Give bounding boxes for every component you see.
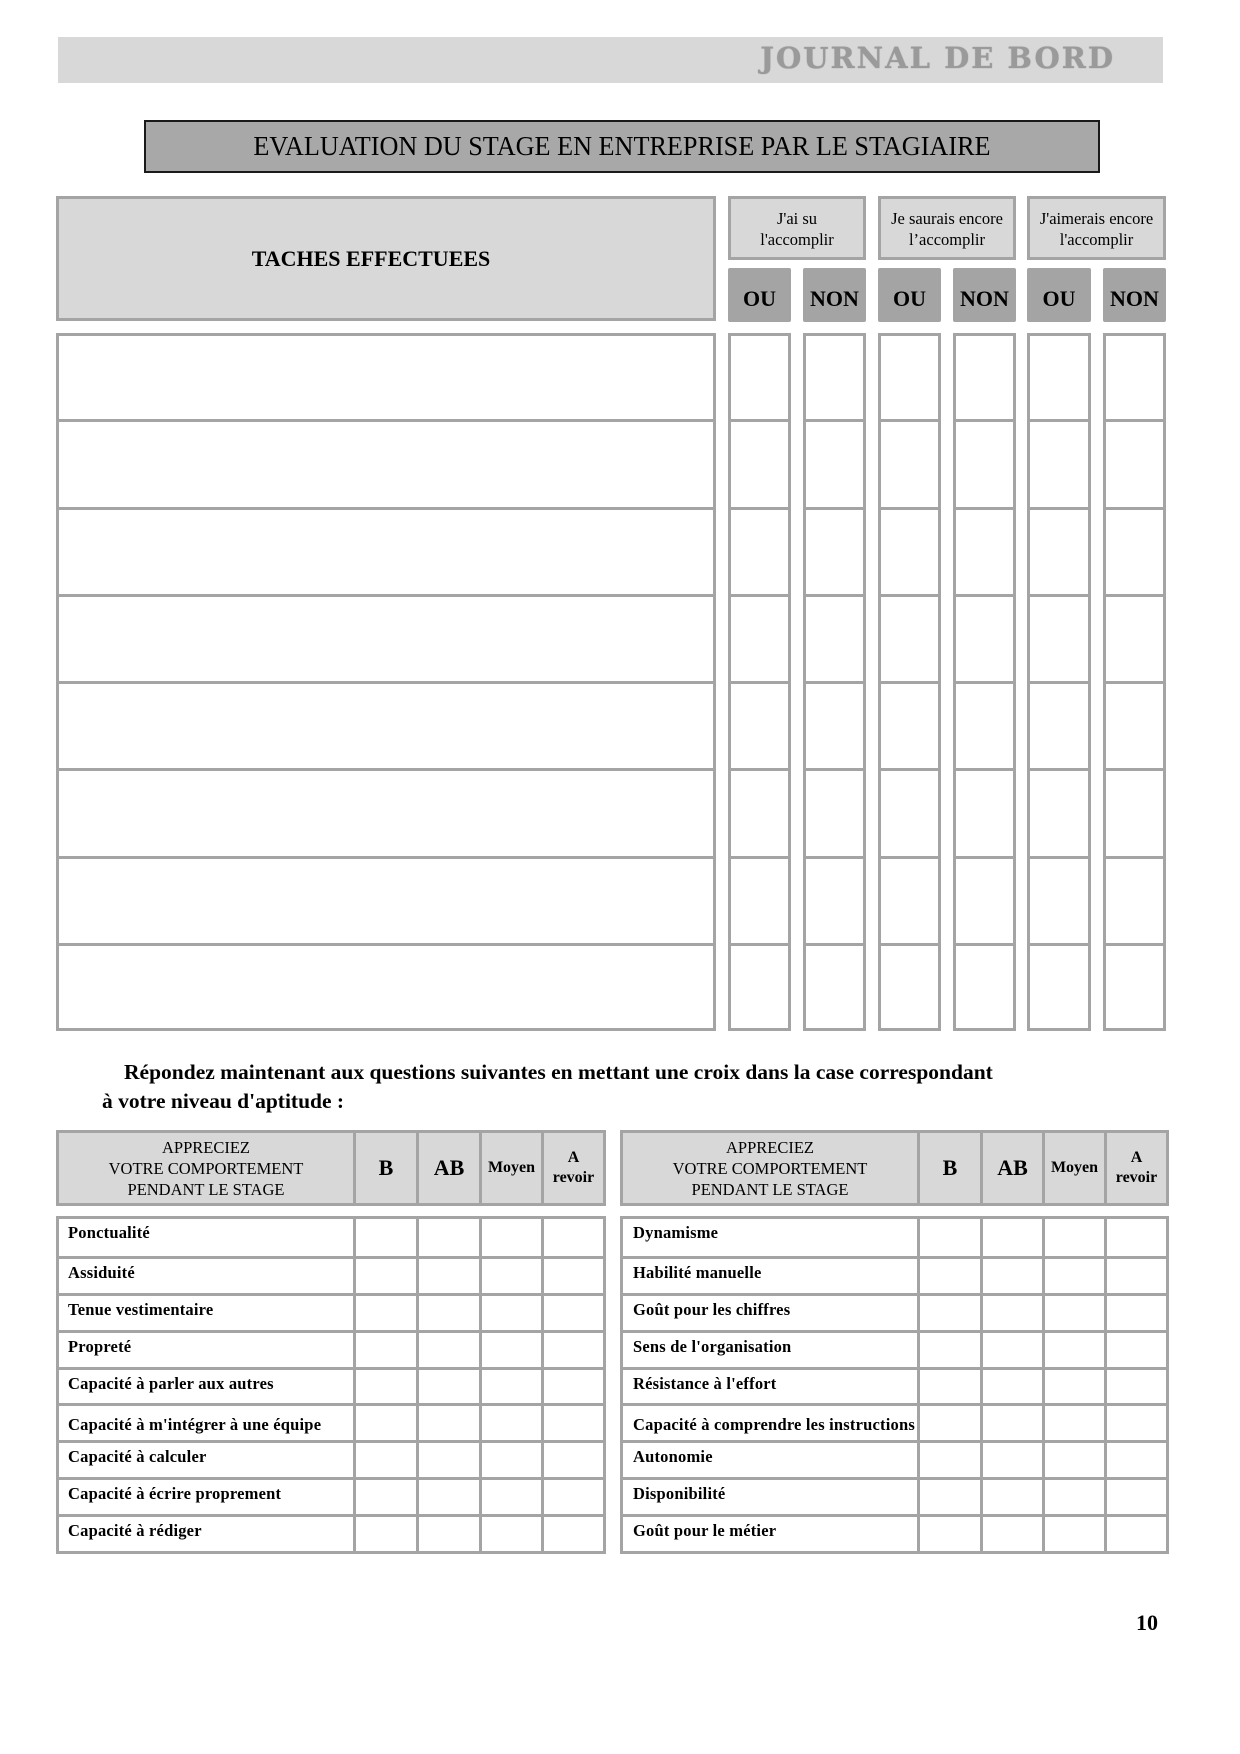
header-line3: PENDANT LE STAGE bbox=[127, 1179, 285, 1199]
rating-ab-cell[interactable] bbox=[419, 1296, 482, 1330]
row-divider bbox=[1106, 594, 1163, 597]
rating-ab-cell[interactable] bbox=[983, 1296, 1045, 1330]
column-header-a-revoir bbox=[541, 1130, 606, 1206]
behaviour-header-label bbox=[620, 1130, 920, 1206]
task-checkbox-cell[interactable] bbox=[956, 336, 1013, 423]
row-divider bbox=[731, 681, 788, 684]
rating-a-revoir-cell[interactable] bbox=[544, 1517, 606, 1551]
rating-b-cell[interactable] bbox=[356, 1296, 419, 1330]
task-checkbox-cell[interactable] bbox=[1106, 860, 1163, 947]
column-revoir-line2: revoir bbox=[552, 1169, 595, 1186]
rating-moyen-cell[interactable] bbox=[482, 1259, 544, 1293]
task-checkbox-cell[interactable] bbox=[806, 685, 863, 772]
row-divider bbox=[59, 681, 713, 684]
behaviour-label: Capacité à m'intégrer à une équipe bbox=[68, 1415, 322, 1435]
behaviour-row bbox=[623, 1330, 1166, 1367]
row-divider bbox=[1106, 419, 1163, 422]
rating-moyen-cell[interactable] bbox=[482, 1443, 544, 1477]
behaviour-row bbox=[59, 1514, 603, 1551]
behaviour-row bbox=[59, 1219, 603, 1256]
row-divider bbox=[731, 594, 788, 597]
rating-ab-cell[interactable] bbox=[983, 1517, 1045, 1551]
row-divider bbox=[59, 856, 713, 859]
task-checkbox-cell[interactable] bbox=[1106, 336, 1163, 423]
rating-b-cell[interactable] bbox=[356, 1480, 419, 1514]
row-divider bbox=[1106, 507, 1163, 510]
behaviour-row bbox=[623, 1514, 1166, 1551]
row-divider bbox=[956, 594, 1013, 597]
behaviour-label: Tenue vestimentaire bbox=[68, 1299, 214, 1319]
rating-b-cell[interactable] bbox=[920, 1480, 983, 1514]
yes-column bbox=[878, 333, 941, 1031]
no-header: NON bbox=[1103, 268, 1166, 322]
instruction-line2: à votre niveau d'aptitude : bbox=[102, 1089, 345, 1113]
rating-a-revoir-cell[interactable] bbox=[1107, 1219, 1169, 1256]
task-checkbox-cell[interactable] bbox=[806, 511, 863, 598]
row-divider bbox=[881, 681, 938, 684]
task-checkbox-cell[interactable] bbox=[881, 336, 938, 423]
header-line1: APPRECIEZ bbox=[725, 1137, 814, 1157]
task-checkbox-cell[interactable] bbox=[731, 947, 788, 1034]
column-divider bbox=[1042, 1219, 1045, 1551]
group-header-line1: Je saurais encore bbox=[891, 209, 1003, 228]
task-checkbox-cell[interactable] bbox=[956, 772, 1013, 859]
behaviour-row bbox=[623, 1367, 1166, 1404]
task-checkbox-cell[interactable] bbox=[1030, 685, 1088, 772]
no-column bbox=[803, 333, 866, 1031]
row-divider bbox=[806, 594, 863, 597]
behaviour-label: Résistance à l'effort bbox=[633, 1373, 777, 1393]
rating-a-revoir-cell[interactable] bbox=[544, 1296, 606, 1330]
rating-ab-cell[interactable] bbox=[983, 1480, 1045, 1514]
task-checkbox-cell[interactable] bbox=[956, 947, 1013, 1034]
behaviour-row bbox=[623, 1256, 1166, 1293]
task-checkbox-cell[interactable] bbox=[1106, 772, 1163, 859]
rating-moyen-cell[interactable] bbox=[482, 1219, 544, 1256]
task-checkbox-cell[interactable] bbox=[881, 772, 938, 859]
row-divider bbox=[1106, 681, 1163, 684]
behaviour-label: Goût pour les chiffres bbox=[633, 1299, 791, 1319]
rating-ab-cell[interactable] bbox=[419, 1333, 482, 1367]
rating-moyen-cell[interactable] bbox=[1045, 1333, 1107, 1367]
behaviour-label: Autonomie bbox=[633, 1447, 713, 1467]
task-checkbox-cell[interactable] bbox=[956, 598, 1013, 685]
row-divider bbox=[1030, 768, 1088, 771]
row-divider bbox=[1106, 856, 1163, 859]
no-header: NON bbox=[953, 268, 1016, 322]
column-header-moyen bbox=[1042, 1130, 1107, 1206]
form-title-box bbox=[144, 120, 1100, 173]
row-divider bbox=[956, 943, 1013, 946]
rating-a-revoir-cell[interactable] bbox=[1107, 1370, 1169, 1404]
task-checkbox-cell[interactable] bbox=[1106, 423, 1163, 510]
row-divider bbox=[881, 768, 938, 771]
row-divider bbox=[956, 507, 1013, 510]
column-b-label: B bbox=[378, 1155, 394, 1180]
task-checkbox-cell[interactable] bbox=[731, 598, 788, 685]
group-header-would-like-again bbox=[1027, 196, 1166, 260]
group-header-line2: l’accomplir bbox=[908, 230, 986, 249]
rating-ab-cell[interactable] bbox=[983, 1370, 1045, 1404]
row-divider bbox=[956, 768, 1013, 771]
task-checkbox-cell[interactable] bbox=[881, 947, 938, 1034]
rating-moyen-cell[interactable] bbox=[1045, 1443, 1107, 1477]
task-entry-field[interactable] bbox=[59, 772, 713, 859]
rating-a-revoir-cell[interactable] bbox=[1107, 1480, 1169, 1514]
task-checkbox-cell[interactable] bbox=[1106, 685, 1163, 772]
rating-b-cell[interactable] bbox=[920, 1219, 983, 1256]
behaviour-label: Capacité à calculer bbox=[68, 1447, 207, 1467]
task-checkbox-cell[interactable] bbox=[881, 685, 938, 772]
no-column bbox=[953, 333, 1016, 1031]
behaviour-row bbox=[59, 1477, 603, 1514]
column-moyen-label: Moyen bbox=[1050, 1159, 1099, 1176]
form-title: EVALUATION DU STAGE EN ENTREPRISE PAR LE STAGIAIRE bbox=[253, 131, 991, 161]
instruction-line1: Répondez maintenant aux questions suivantes en mettant une croix dans la case correspondant bbox=[124, 1060, 993, 1084]
behaviour-label: Assiduité bbox=[68, 1262, 135, 1282]
column-revoir-line1: A bbox=[1130, 1149, 1143, 1166]
rating-b-cell[interactable] bbox=[920, 1406, 983, 1440]
rating-moyen-cell[interactable] bbox=[1045, 1259, 1107, 1293]
behaviour-table bbox=[620, 1130, 1169, 1554]
page-header-bar bbox=[58, 37, 1163, 83]
task-checkbox-cell[interactable] bbox=[881, 423, 938, 510]
behaviour-label: Disponibilité bbox=[633, 1484, 726, 1504]
row-divider bbox=[59, 943, 713, 946]
column-header-ab bbox=[416, 1130, 482, 1206]
task-checkbox-cell[interactable] bbox=[731, 772, 788, 859]
task-checkbox-cell[interactable] bbox=[806, 336, 863, 423]
rating-moyen-cell[interactable] bbox=[1045, 1480, 1107, 1514]
rating-b-cell[interactable] bbox=[920, 1259, 983, 1293]
rating-ab-cell[interactable] bbox=[983, 1443, 1045, 1477]
row-divider bbox=[1030, 594, 1088, 597]
task-checkbox-cell[interactable] bbox=[806, 423, 863, 510]
row-divider bbox=[1030, 681, 1088, 684]
instruction-text bbox=[102, 1058, 1162, 1116]
task-checkbox-cell[interactable] bbox=[806, 772, 863, 859]
rating-a-revoir-cell[interactable] bbox=[544, 1259, 606, 1293]
behaviour-label: Propreté bbox=[68, 1336, 132, 1356]
row-divider bbox=[1106, 943, 1163, 946]
rating-b-cell[interactable] bbox=[920, 1517, 983, 1551]
behaviour-row bbox=[623, 1219, 1166, 1256]
task-checkbox-cell[interactable] bbox=[1030, 598, 1088, 685]
task-entry-field[interactable] bbox=[59, 598, 713, 685]
rating-ab-cell[interactable] bbox=[419, 1443, 482, 1477]
task-checkbox-cell[interactable] bbox=[1030, 772, 1088, 859]
rating-ab-cell[interactable] bbox=[419, 1406, 482, 1440]
task-checkbox-cell[interactable] bbox=[731, 511, 788, 598]
row-divider bbox=[956, 856, 1013, 859]
row-divider bbox=[731, 507, 788, 510]
row-divider bbox=[881, 594, 938, 597]
row-divider bbox=[731, 419, 788, 422]
rating-b-cell[interactable] bbox=[356, 1443, 419, 1477]
rating-a-revoir-cell[interactable] bbox=[1107, 1517, 1169, 1551]
row-divider bbox=[1030, 856, 1088, 859]
rating-a-revoir-cell[interactable] bbox=[544, 1333, 606, 1367]
task-checkbox-cell[interactable] bbox=[731, 685, 788, 772]
column-divider bbox=[416, 1219, 419, 1551]
task-checkbox-cell[interactable] bbox=[806, 860, 863, 947]
group-header-line2: l'accomplir bbox=[1059, 230, 1134, 249]
rating-moyen-cell[interactable] bbox=[482, 1406, 544, 1440]
column-header-b bbox=[353, 1130, 419, 1206]
row-divider bbox=[1106, 768, 1163, 771]
row-divider bbox=[806, 768, 863, 771]
column-divider bbox=[353, 1219, 356, 1551]
rating-ab-cell[interactable] bbox=[983, 1219, 1045, 1256]
task-checkbox-cell[interactable] bbox=[881, 860, 938, 947]
rating-b-cell[interactable] bbox=[356, 1517, 419, 1551]
no-header: NON bbox=[803, 268, 866, 322]
task-checkbox-cell[interactable] bbox=[881, 511, 938, 598]
task-checkbox-cell[interactable] bbox=[731, 860, 788, 947]
rating-ab-cell[interactable] bbox=[419, 1219, 482, 1256]
row-divider bbox=[881, 856, 938, 859]
rating-a-revoir-cell[interactable] bbox=[544, 1480, 606, 1514]
behaviour-row bbox=[59, 1256, 603, 1293]
yes-header: OU bbox=[728, 268, 791, 322]
rating-moyen-cell[interactable] bbox=[1045, 1406, 1107, 1440]
page-number: 10 bbox=[1136, 1610, 1158, 1635]
no-column bbox=[1103, 333, 1166, 1031]
column-divider bbox=[980, 1219, 983, 1551]
behaviour-label: Goût pour le métier bbox=[633, 1521, 777, 1541]
rating-a-revoir-cell[interactable] bbox=[544, 1406, 606, 1440]
rating-b-cell[interactable] bbox=[356, 1370, 419, 1404]
behaviour-label: Capacité à écrire proprement bbox=[68, 1484, 282, 1504]
row-divider bbox=[806, 943, 863, 946]
rating-b-cell[interactable] bbox=[920, 1443, 983, 1477]
rating-a-revoir-cell[interactable] bbox=[544, 1219, 606, 1256]
column-revoir-line1: A bbox=[567, 1149, 580, 1166]
column-header-ab bbox=[980, 1130, 1045, 1206]
task-checkbox-cell[interactable] bbox=[1030, 336, 1088, 423]
task-checkbox-cell[interactable] bbox=[956, 860, 1013, 947]
rating-ab-cell[interactable] bbox=[983, 1259, 1045, 1293]
column-header-moyen bbox=[479, 1130, 544, 1206]
rating-a-revoir-cell[interactable] bbox=[544, 1443, 606, 1477]
row-divider bbox=[731, 943, 788, 946]
yes-header: OU bbox=[1027, 268, 1091, 322]
rating-moyen-cell[interactable] bbox=[482, 1517, 544, 1551]
task-checkbox-cell[interactable] bbox=[1030, 947, 1088, 1034]
task-checkbox-cell[interactable] bbox=[1106, 511, 1163, 598]
behaviour-row bbox=[623, 1440, 1166, 1477]
column-ab-label: AB bbox=[997, 1155, 1028, 1180]
row-divider bbox=[59, 768, 713, 771]
rating-ab-cell[interactable] bbox=[419, 1259, 482, 1293]
column-divider bbox=[479, 1219, 482, 1551]
header-line2: VOTRE COMPORTEMENT bbox=[108, 1158, 304, 1178]
task-checkbox-cell[interactable] bbox=[1030, 860, 1088, 947]
behaviour-label: Capacité à rédiger bbox=[68, 1521, 202, 1541]
row-divider bbox=[956, 419, 1013, 422]
behaviour-label: Dynamisme bbox=[633, 1223, 719, 1242]
rating-moyen-cell[interactable] bbox=[1045, 1219, 1107, 1256]
behaviour-label: Ponctualité bbox=[68, 1223, 150, 1242]
task-checkbox-cell[interactable] bbox=[956, 423, 1013, 510]
task-entry-field[interactable] bbox=[59, 685, 713, 772]
rating-a-revoir-cell[interactable] bbox=[1107, 1406, 1169, 1440]
behaviour-header-label bbox=[56, 1130, 356, 1206]
task-checkbox-cell[interactable] bbox=[956, 685, 1013, 772]
rating-a-revoir-cell[interactable] bbox=[544, 1370, 606, 1404]
task-checkbox-cell[interactable] bbox=[956, 511, 1013, 598]
row-divider bbox=[881, 419, 938, 422]
row-divider bbox=[59, 419, 713, 422]
task-checkbox-cell[interactable] bbox=[1030, 511, 1088, 598]
behaviour-label: Sens de l'organisation bbox=[633, 1336, 792, 1356]
yes-header: OU bbox=[878, 268, 941, 322]
task-description-column bbox=[56, 333, 716, 1031]
rating-moyen-cell[interactable] bbox=[1045, 1296, 1107, 1330]
behaviour-row bbox=[59, 1403, 603, 1440]
group-header-line2: l'accomplir bbox=[760, 230, 834, 249]
column-divider bbox=[541, 1219, 544, 1551]
row-divider bbox=[881, 507, 938, 510]
row-divider bbox=[881, 943, 938, 946]
rating-b-cell[interactable] bbox=[356, 1259, 419, 1293]
column-revoir-line2: revoir bbox=[1115, 1169, 1158, 1186]
behaviour-row bbox=[623, 1293, 1166, 1330]
row-divider bbox=[1030, 943, 1088, 946]
rating-a-revoir-cell[interactable] bbox=[1107, 1443, 1169, 1477]
column-moyen-label: Moyen bbox=[487, 1159, 536, 1176]
row-divider bbox=[59, 594, 713, 597]
group-header-could-again bbox=[878, 196, 1016, 260]
behaviour-row bbox=[59, 1293, 603, 1330]
behaviour-row bbox=[59, 1330, 603, 1367]
behaviour-row bbox=[623, 1477, 1166, 1514]
rating-b-cell[interactable] bbox=[356, 1333, 419, 1367]
row-divider bbox=[1030, 419, 1088, 422]
behaviour-table-body bbox=[620, 1216, 1169, 1554]
tasks-header bbox=[56, 196, 716, 321]
row-divider bbox=[731, 856, 788, 859]
header-line2: VOTRE COMPORTEMENT bbox=[672, 1158, 868, 1178]
tasks-header-label: TACHES EFFECTUEES bbox=[251, 245, 491, 271]
group-header-line1: J'aimerais encore bbox=[1039, 209, 1154, 228]
behaviour-row bbox=[59, 1367, 603, 1404]
header-line1: APPRECIEZ bbox=[161, 1137, 250, 1157]
task-checkbox-cell[interactable] bbox=[1106, 947, 1163, 1034]
behaviour-row bbox=[623, 1403, 1166, 1440]
column-divider bbox=[1104, 1219, 1107, 1551]
behaviour-table bbox=[56, 1130, 606, 1554]
behaviour-row bbox=[59, 1440, 603, 1477]
rating-b-cell[interactable] bbox=[356, 1406, 419, 1440]
rating-ab-cell[interactable] bbox=[419, 1370, 482, 1404]
rating-moyen-cell[interactable] bbox=[482, 1370, 544, 1404]
rating-b-cell[interactable] bbox=[920, 1370, 983, 1404]
rating-moyen-cell[interactable] bbox=[482, 1333, 544, 1367]
rating-moyen-cell[interactable] bbox=[1045, 1517, 1107, 1551]
rating-ab-cell[interactable] bbox=[419, 1480, 482, 1514]
row-divider bbox=[1030, 507, 1088, 510]
rating-ab-cell[interactable] bbox=[419, 1517, 482, 1551]
column-divider bbox=[917, 1219, 920, 1551]
rating-ab-cell[interactable] bbox=[983, 1333, 1045, 1367]
group-header-done bbox=[728, 196, 866, 260]
column-header-a-revoir bbox=[1104, 1130, 1169, 1206]
row-divider bbox=[806, 419, 863, 422]
yes-column bbox=[1027, 333, 1091, 1031]
behaviour-label: Capacité à comprendre les instructions bbox=[633, 1415, 915, 1435]
journal-title: JOURNAL DE BORD bbox=[760, 41, 1115, 75]
group-header-line1: J'ai su bbox=[776, 209, 818, 228]
task-checkbox-cell[interactable] bbox=[1106, 598, 1163, 685]
behaviour-table-body bbox=[56, 1216, 606, 1554]
task-entry-field[interactable] bbox=[59, 336, 713, 423]
task-entry-field[interactable] bbox=[59, 947, 713, 1034]
task-entry-field[interactable] bbox=[59, 860, 713, 947]
behaviour-label: Capacité à parler aux autres bbox=[68, 1373, 274, 1393]
header-line3: PENDANT LE STAGE bbox=[691, 1179, 849, 1199]
row-divider bbox=[956, 681, 1013, 684]
task-checkbox-cell[interactable] bbox=[731, 423, 788, 510]
task-checkbox-cell[interactable] bbox=[806, 947, 863, 1034]
rating-ab-cell[interactable] bbox=[983, 1406, 1045, 1440]
rating-b-cell[interactable] bbox=[920, 1296, 983, 1330]
task-checkbox-cell[interactable] bbox=[1030, 423, 1088, 510]
rating-a-revoir-cell[interactable] bbox=[1107, 1333, 1169, 1367]
rating-b-cell[interactable] bbox=[356, 1219, 419, 1256]
yes-column bbox=[728, 333, 791, 1031]
rating-moyen-cell[interactable] bbox=[1045, 1370, 1107, 1404]
rating-moyen-cell[interactable] bbox=[482, 1480, 544, 1514]
row-divider bbox=[731, 768, 788, 771]
task-checkbox-cell[interactable] bbox=[881, 598, 938, 685]
row-divider bbox=[806, 681, 863, 684]
task-checkbox-cell[interactable] bbox=[806, 598, 863, 685]
column-ab-label: AB bbox=[433, 1155, 465, 1180]
row-divider bbox=[806, 507, 863, 510]
rating-a-revoir-cell[interactable] bbox=[1107, 1296, 1169, 1330]
task-checkbox-cell[interactable] bbox=[731, 336, 788, 423]
task-entry-field[interactable] bbox=[59, 511, 713, 598]
behaviour-label: Habilité manuelle bbox=[633, 1262, 762, 1282]
task-entry-field[interactable] bbox=[59, 423, 713, 510]
rating-a-revoir-cell[interactable] bbox=[1107, 1259, 1169, 1293]
column-header-b bbox=[917, 1130, 983, 1206]
row-divider bbox=[59, 507, 713, 510]
rating-moyen-cell[interactable] bbox=[482, 1296, 544, 1330]
column-b-label: B bbox=[942, 1155, 958, 1180]
rating-b-cell[interactable] bbox=[920, 1333, 983, 1367]
row-divider bbox=[806, 856, 863, 859]
